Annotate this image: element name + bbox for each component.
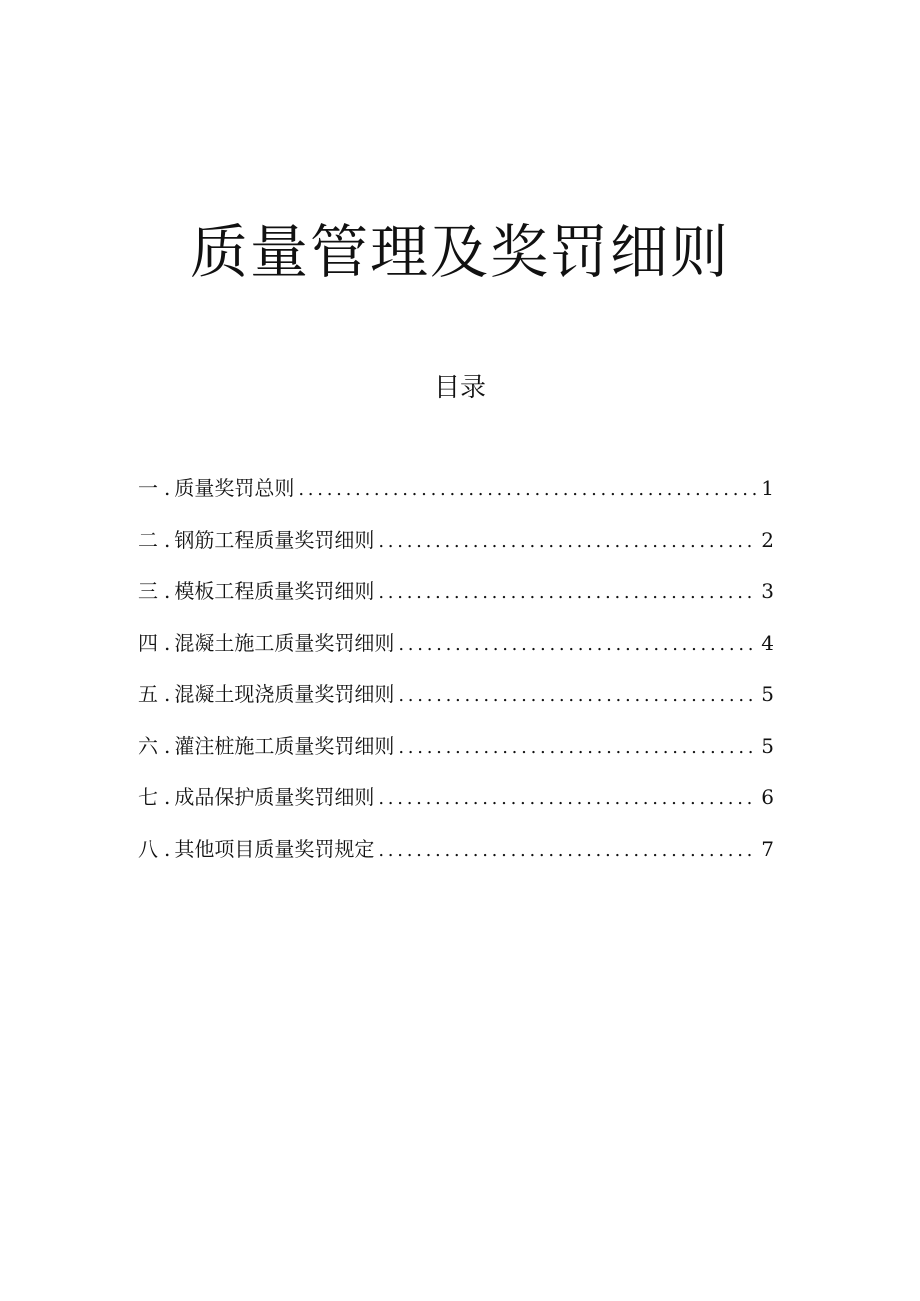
toc-dot-leader — [398, 728, 757, 768]
table-of-contents — [138, 468, 774, 880]
toc-entry-page: 6 — [761, 785, 774, 809]
toc-entry-page: 2 — [761, 527, 774, 552]
toc-entry-title: 钢筋工程质量奖罚细则 — [174, 527, 375, 552]
toc-entry-separator: . — [164, 630, 171, 655]
toc-entry-separator: . — [164, 527, 171, 552]
toc-entry-separator: . — [164, 733, 171, 758]
toc-entry-number: 四 — [138, 630, 158, 655]
toc-heading: 目录 — [433, 373, 486, 403]
toc-entry[interactable] — [138, 829, 774, 881]
toc-entry-title: 灌注桩施工质量奖罚细则 — [174, 733, 395, 758]
toc-dot-leader — [398, 676, 757, 716]
toc-entry-page: 4 — [761, 630, 774, 655]
toc-dot-leader — [398, 625, 757, 665]
toc-entry-number: 七 — [138, 785, 158, 809]
toc-entry[interactable] — [138, 571, 774, 623]
toc-entry-separator: . — [164, 476, 171, 500]
toc-entry-page: 7 — [761, 836, 774, 861]
toc-entry-number: 六 — [138, 733, 158, 758]
toc-entry[interactable] — [138, 468, 774, 520]
toc-entry-title: 混凝土现浇质量奖罚细则 — [174, 682, 395, 706]
toc-entry[interactable] — [138, 623, 774, 675]
toc-entry-separator: . — [164, 682, 171, 706]
toc-entry-page: 1 — [761, 476, 774, 500]
toc-entry[interactable] — [138, 674, 774, 726]
toc-entry-separator: . — [164, 579, 171, 603]
toc-dot-leader — [378, 573, 757, 613]
toc-dot-leader — [298, 470, 757, 510]
toc-entry[interactable] — [138, 520, 774, 572]
toc-entry-title: 成品保护质量奖罚细则 — [174, 785, 375, 809]
toc-entry-page: 5 — [761, 682, 774, 706]
toc-entry-title: 混凝土施工质量奖罚细则 — [174, 630, 395, 655]
toc-dot-leader — [378, 779, 757, 819]
toc-entry-page: 3 — [761, 579, 774, 603]
toc-entry-number: 五 — [138, 682, 158, 706]
toc-entry-number: 二 — [138, 527, 158, 552]
toc-entry[interactable] — [138, 726, 774, 778]
toc-entry-number: 一 — [138, 476, 158, 500]
toc-entry-title: 模板工程质量奖罚细则 — [174, 579, 375, 603]
toc-entry-number: 八 — [138, 836, 158, 861]
toc-entry-title: 质量奖罚总则 — [174, 476, 295, 500]
toc-dot-leader — [378, 522, 757, 562]
toc-entry-title: 其他项目质量奖罚规定 — [174, 836, 375, 861]
toc-entry-separator: . — [164, 836, 171, 861]
toc-entry-separator: . — [164, 785, 171, 809]
toc-entry[interactable] — [138, 777, 774, 829]
toc-entry-number: 三 — [138, 579, 158, 603]
toc-entry-page: 5 — [761, 733, 774, 758]
document-title: 质量管理及奖罚细则 — [189, 218, 730, 286]
toc-dot-leader — [378, 831, 757, 871]
